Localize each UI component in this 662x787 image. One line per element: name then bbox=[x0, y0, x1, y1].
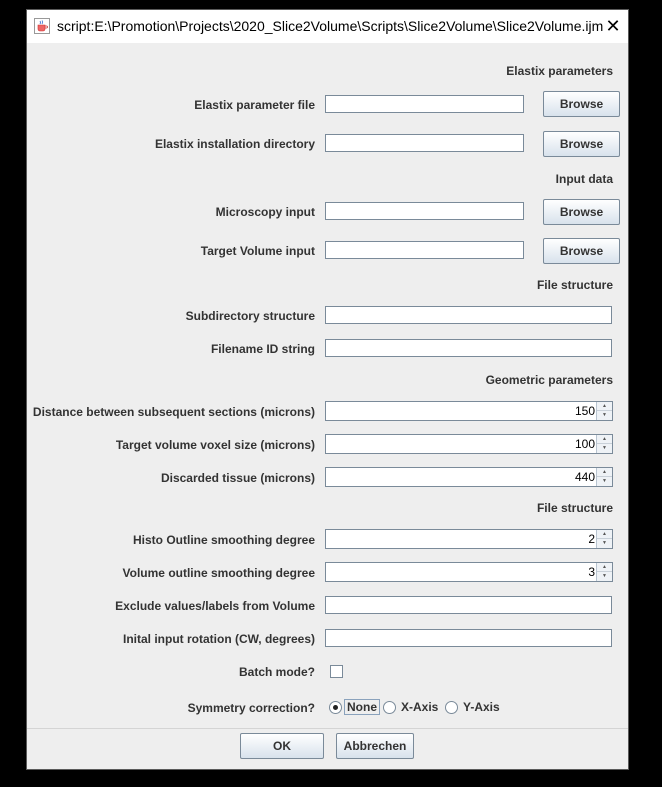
install-dir-label: Elastix installation directory bbox=[154, 137, 315, 151]
exclude-label: Exclude values/labels from Volume bbox=[115, 599, 315, 613]
distance-value: 150 bbox=[574, 404, 595, 418]
spin-down-icon[interactable]: ▼ bbox=[597, 539, 612, 548]
discarded-spinner[interactable] bbox=[325, 467, 613, 487]
spin-down-icon[interactable]: ▼ bbox=[597, 477, 612, 486]
rotation-input[interactable] bbox=[325, 629, 612, 647]
spin-up-icon[interactable]: ▲ bbox=[597, 468, 612, 477]
subdir-label: Subdirectory structure bbox=[185, 309, 315, 323]
section-header-input: Input data bbox=[555, 172, 613, 186]
histo-smooth-spin-buttons bbox=[596, 530, 612, 548]
java-cup-icon bbox=[34, 18, 50, 34]
exclude-input[interactable] bbox=[325, 596, 612, 614]
browse-install-dir-button[interactable]: Browse bbox=[543, 131, 620, 157]
target-volume-label: Target Volume input bbox=[200, 244, 315, 258]
spin-down-icon[interactable]: ▼ bbox=[597, 411, 612, 420]
symmetry-label: Symmetry correction? bbox=[187, 701, 315, 715]
batch-mode-checkbox[interactable] bbox=[330, 665, 343, 678]
volume-smooth-spinner[interactable] bbox=[325, 562, 613, 582]
filename-id-input[interactable] bbox=[325, 339, 612, 357]
param-file-input[interactable] bbox=[325, 95, 524, 113]
spin-up-icon[interactable]: ▲ bbox=[597, 563, 612, 572]
discarded-spin-buttons bbox=[596, 468, 612, 486]
histo-smooth-label: Histo Outline smoothing degree bbox=[132, 533, 315, 547]
rotation-label: Inital input rotation (CW, degrees) bbox=[123, 632, 315, 646]
microscopy-label: Microscopy input bbox=[215, 205, 315, 219]
ok-button[interactable]: OK bbox=[240, 733, 324, 759]
target-volume-input[interactable] bbox=[325, 241, 524, 259]
volume-smooth-label: Volume outline smoothing degree bbox=[122, 566, 315, 580]
title-bar[interactable] bbox=[27, 10, 628, 43]
window-title: script:E:\Promotion\Projects\2020_Slice2Volume\Scripts\Slice2Volume\Slice2Volume.ijm bbox=[57, 18, 604, 34]
browse-microscopy-button[interactable]: Browse bbox=[543, 199, 620, 225]
symmetry-x-axis-label[interactable]: X-Axis bbox=[401, 700, 439, 714]
batch-mode-label: Batch mode? bbox=[238, 665, 315, 679]
radio-selected-dot bbox=[333, 705, 338, 710]
voxel-size-value: 100 bbox=[574, 437, 595, 451]
microscopy-input[interactable] bbox=[325, 202, 524, 220]
voxel-size-label: Target volume voxel size (microns) bbox=[115, 438, 315, 452]
filename-id-label: Filename ID string bbox=[210, 342, 315, 356]
subdir-input[interactable] bbox=[325, 306, 612, 324]
symmetry-radio-x-axis[interactable] bbox=[383, 701, 396, 714]
symmetry-y-axis-label[interactable]: Y-Axis bbox=[463, 700, 500, 714]
dialog-footer bbox=[27, 728, 628, 769]
histo-smooth-spinner[interactable] bbox=[325, 529, 613, 549]
cancel-button[interactable]: Abbrechen bbox=[336, 733, 414, 759]
spin-down-icon[interactable]: ▼ bbox=[597, 444, 612, 453]
distance-label: Distance between subsequent sections (microns) bbox=[32, 405, 315, 419]
symmetry-radio-y-axis[interactable] bbox=[445, 701, 458, 714]
discarded-value: 440 bbox=[574, 470, 595, 484]
spin-up-icon[interactable]: ▲ bbox=[597, 402, 612, 411]
distance-spinner[interactable] bbox=[325, 401, 613, 421]
spin-up-icon[interactable]: ▲ bbox=[597, 435, 612, 444]
param-file-label: Elastix parameter file bbox=[194, 98, 315, 112]
dialog-window bbox=[26, 9, 629, 770]
spin-up-icon[interactable]: ▲ bbox=[597, 530, 612, 539]
distance-spin-buttons bbox=[596, 402, 612, 420]
section-header-file-structure-2: File structure bbox=[536, 501, 613, 515]
browse-param-file-button[interactable]: Browse bbox=[543, 91, 620, 117]
volume-smooth-value: 3 bbox=[588, 565, 595, 579]
spin-down-icon[interactable]: ▼ bbox=[597, 572, 612, 581]
dialog-content bbox=[27, 43, 628, 728]
section-header-elastix: Elastix parameters bbox=[506, 64, 613, 78]
symmetry-none-label[interactable]: None bbox=[344, 699, 380, 715]
symmetry-radio-none[interactable] bbox=[329, 701, 342, 714]
install-dir-input[interactable] bbox=[325, 134, 524, 152]
voxel-size-spinner[interactable] bbox=[325, 434, 613, 454]
volume-smooth-spin-buttons bbox=[596, 563, 612, 581]
section-header-file-structure: File structure bbox=[536, 278, 613, 292]
histo-smooth-value: 2 bbox=[588, 532, 595, 546]
browse-target-volume-button[interactable]: Browse bbox=[543, 238, 620, 264]
voxel-size-spin-buttons bbox=[596, 435, 612, 453]
discarded-label: Discarded tissue (microns) bbox=[160, 471, 315, 485]
section-header-geometric: Geometric parameters bbox=[485, 373, 613, 387]
close-icon[interactable]: ✕ bbox=[605, 16, 621, 36]
